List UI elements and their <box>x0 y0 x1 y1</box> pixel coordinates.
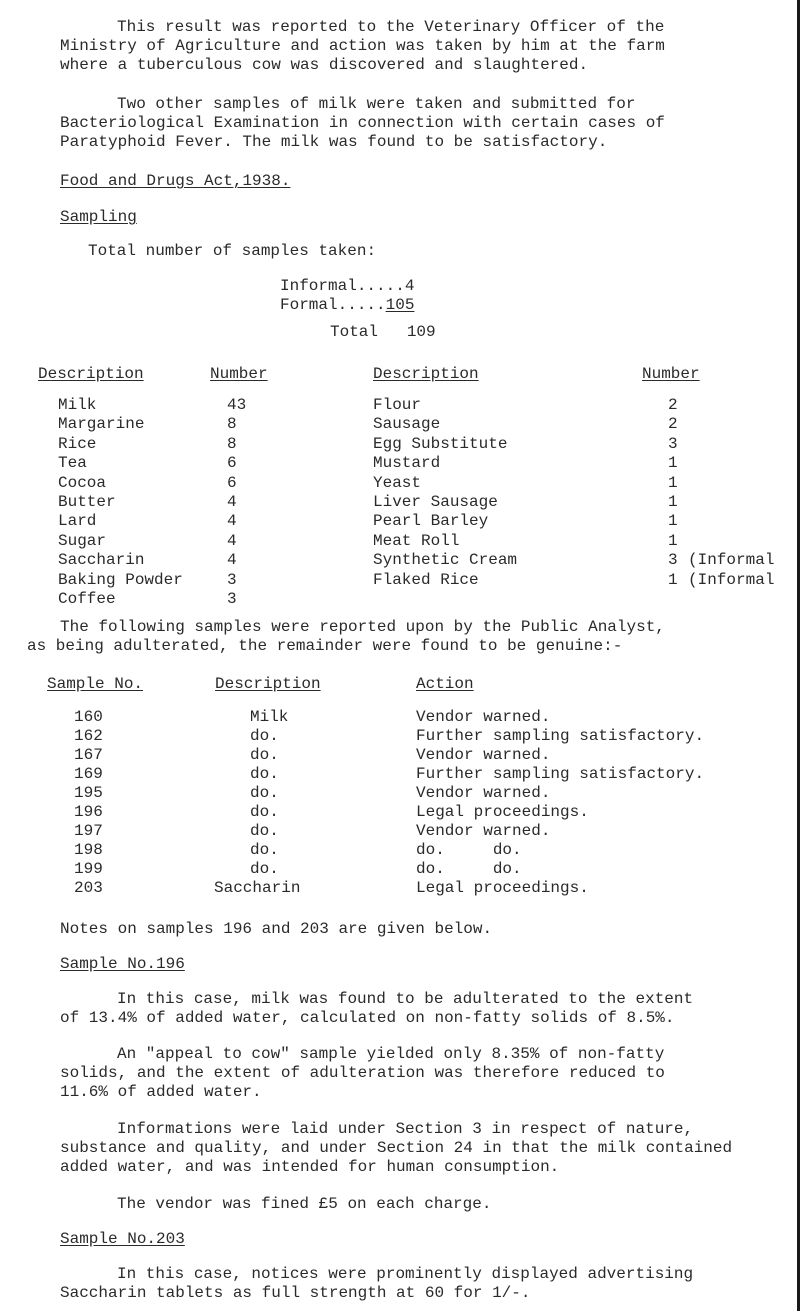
s203-p1-l1: In this case, notices were prominently displayed advertising <box>117 1265 694 1283</box>
adulterated-description: do. <box>250 746 279 764</box>
sample-number: 4 <box>227 551 237 570</box>
sample-description: Liver Sausage <box>373 493 498 511</box>
intro-line-1: This result was reported to the Veterinary Officer of the <box>117 18 665 36</box>
sample-number: 6 <box>227 473 237 492</box>
s196-p4: The vendor was fined £5 on each charge. <box>117 1195 492 1213</box>
sample-description: Yeast <box>373 473 422 492</box>
adulterated-sample-no: 195 <box>74 784 103 802</box>
sample-196-heading: Sample No.196 <box>60 955 185 973</box>
adulterated-description: Milk <box>250 708 289 726</box>
sample-description: Tea <box>58 454 87 473</box>
adulterated-action: Vendor warned. <box>416 822 551 840</box>
sample-description: Mustard <box>373 454 441 473</box>
sample-description: Milk <box>58 396 97 414</box>
intro-p2-line-1: Two other samples of milk were taken and submitted for <box>117 95 636 113</box>
intro-line-2: Ministry of Agriculture and action was taken by him at the farm <box>60 37 665 55</box>
sample-description: Margarine <box>58 415 145 434</box>
total-label: Total <box>330 323 379 341</box>
adulterated-description: do. <box>250 860 279 878</box>
sample-description: Butter <box>58 493 116 511</box>
sample-description: Meat Roll <box>373 531 460 550</box>
intro-p2-line-3: Paratyphoid Fever. The milk was found to be satisfactory. <box>60 133 608 151</box>
section-subheading: Sampling <box>60 208 137 226</box>
table-header-description-left: Description <box>38 365 144 383</box>
s196-p3-l3: added water, and was intended for human consumption. <box>60 1158 560 1176</box>
adulterated-action: Vendor warned. <box>416 708 551 726</box>
formal-label: Formal..... <box>280 296 386 314</box>
sample-description: Cocoa <box>58 473 107 492</box>
intro-line-3: where a tuberculous cow was discovered and slaughtered. <box>60 56 589 74</box>
sample-number: 8 <box>227 415 237 434</box>
sample-description: Coffee <box>58 590 116 608</box>
adulterated-sample-no: 196 <box>74 803 103 821</box>
adulterated-sample-no: 203 <box>74 879 103 897</box>
sample-description: Synthetic Cream <box>373 551 518 570</box>
sample-number: 1 <box>668 531 678 550</box>
table-header-number-left: Number <box>210 365 268 383</box>
sample-description: Saccharin <box>58 551 145 570</box>
sample-description: Pearl Barley <box>373 512 489 531</box>
sample-number: 4 <box>227 493 237 511</box>
adulterated-action: Further sampling satisfactory. <box>416 727 705 745</box>
intro-p2-line-2: Bacteriological Examination in connection with certain cases of <box>60 114 665 132</box>
sample-description: Egg Substitute <box>373 434 508 453</box>
adulterated-description: do. <box>250 822 279 840</box>
adulterated-action: Legal proceedings. <box>416 879 589 897</box>
print-code: 212.35.7/42.S.I. <box>1 1303 11 1304</box>
adulterated-header-no: Sample No. <box>47 675 144 693</box>
sample-number: 1 <box>668 512 678 531</box>
adulterated-sample-no: 160 <box>74 708 103 726</box>
s196-p3-l1: Informations were laid under Section 3 in respect of nature, <box>117 1120 694 1138</box>
total-value: 109 <box>406 323 436 341</box>
adulterated-description: do. <box>250 841 279 859</box>
totals-lead: Total number of samples taken: <box>88 242 377 260</box>
sample-number: 4 <box>227 531 237 550</box>
sample-203-heading: Sample No.203 <box>60 1230 185 1248</box>
sample-number: 2 <box>668 396 678 414</box>
sample-number: 43 <box>227 396 247 414</box>
sample-number: 6 <box>227 454 237 473</box>
adulterated-description: do. <box>250 765 279 783</box>
sample-description: Flour <box>373 396 422 414</box>
adulterated-intro-1: The following samples were reported upon by the Public Analyst, <box>60 618 665 636</box>
sample-number: 1 <box>668 493 678 511</box>
table-header-description-right: Description <box>373 365 479 383</box>
sample-number: 1 <box>668 570 678 589</box>
adulterated-header-description: Description <box>215 675 321 693</box>
adulterated-intro-2: as being adulterated, the remainder were found to be genuine:- <box>27 637 623 655</box>
adulterated-action: Legal proceedings. <box>416 803 589 821</box>
sample-note: (Informal <box>688 551 775 570</box>
page-number: (3) <box>1 1301 3 1302</box>
s196-p2-l2: solids, and the extent of adulteration was therefore reduced to <box>60 1064 665 1082</box>
adulterated-description: do. <box>250 803 279 821</box>
sample-number: 1 <box>668 454 678 473</box>
notes-lead: Notes on samples 196 and 203 are given below. <box>60 920 493 938</box>
adulterated-sample-no: 167 <box>74 746 103 764</box>
adulterated-action: do. do. <box>416 841 522 859</box>
s203-p2-l1: On analysis these were found to be only one-third of the <box>1 1299 35 1300</box>
sample-number: 3 <box>227 590 237 608</box>
totals-formal <box>280 296 414 315</box>
adulterated-action: Further sampling satisfactory. <box>416 765 705 783</box>
sample-number: 1 <box>668 473 678 492</box>
section-heading: Food and Drugs Act,1938. <box>60 172 291 190</box>
sample-description: Baking Powder <box>58 570 183 589</box>
pto-marker: P.T.O. <box>1 1302 5 1303</box>
adulterated-description: do. <box>250 784 279 802</box>
totals-total <box>330 323 436 342</box>
sample-description: Sausage <box>373 415 441 434</box>
sample-description: Rice <box>58 434 97 453</box>
formal-value: 105 <box>385 296 415 314</box>
table-header-number-right: Number <box>642 365 700 383</box>
adulterated-action: Vendor warned. <box>416 784 551 802</box>
sample-number: 3 <box>668 434 678 453</box>
sample-number: 3 <box>668 551 678 570</box>
sample-description: Lard <box>58 512 97 531</box>
adulterated-action: do. do. <box>416 860 522 878</box>
sample-note: (Informal <box>688 570 775 589</box>
s203-p2-l2: recognised commercial strength. <box>1 1300 20 1301</box>
s196-p1-l2: of 13.4% of added water, calculated on non-fatty solids of 8.5%. <box>60 1009 675 1027</box>
sample-description: Sugar <box>58 531 107 550</box>
adulterated-sample-no: 199 <box>74 860 103 878</box>
adulterated-sample-no: 197 <box>74 822 103 840</box>
adulterated-header-action: Action <box>416 675 474 693</box>
s203-p1-l2: Saccharin tablets as full strength at 60 for 1/-. <box>60 1284 531 1302</box>
sample-number: 8 <box>227 434 237 453</box>
adulterated-sample-no: 162 <box>74 727 103 745</box>
adulterated-action: Vendor warned. <box>416 746 551 764</box>
adulterated-sample-no: 169 <box>74 765 103 783</box>
s196-p1-l1: In this case, milk was found to be adulterated to the extent <box>117 990 694 1008</box>
totals-informal: Informal.....4 <box>280 277 415 295</box>
adulterated-description: do. <box>250 727 279 745</box>
sample-description: Flaked Rice <box>373 570 479 589</box>
sample-number: 2 <box>668 415 678 434</box>
sample-number: 4 <box>227 512 237 531</box>
sample-number: 3 <box>227 570 237 589</box>
adulterated-sample-no: 198 <box>74 841 103 859</box>
adulterated-description: Saccharin <box>214 879 301 897</box>
s196-p2-l3: 11.6% of added water. <box>60 1083 262 1101</box>
s196-p2-l1: An "appeal to cow" sample yielded only 8.35% of non-fatty <box>117 1045 665 1063</box>
s196-p3-l2: substance and quality, and under Section 24 in that the milk contained <box>60 1139 733 1157</box>
